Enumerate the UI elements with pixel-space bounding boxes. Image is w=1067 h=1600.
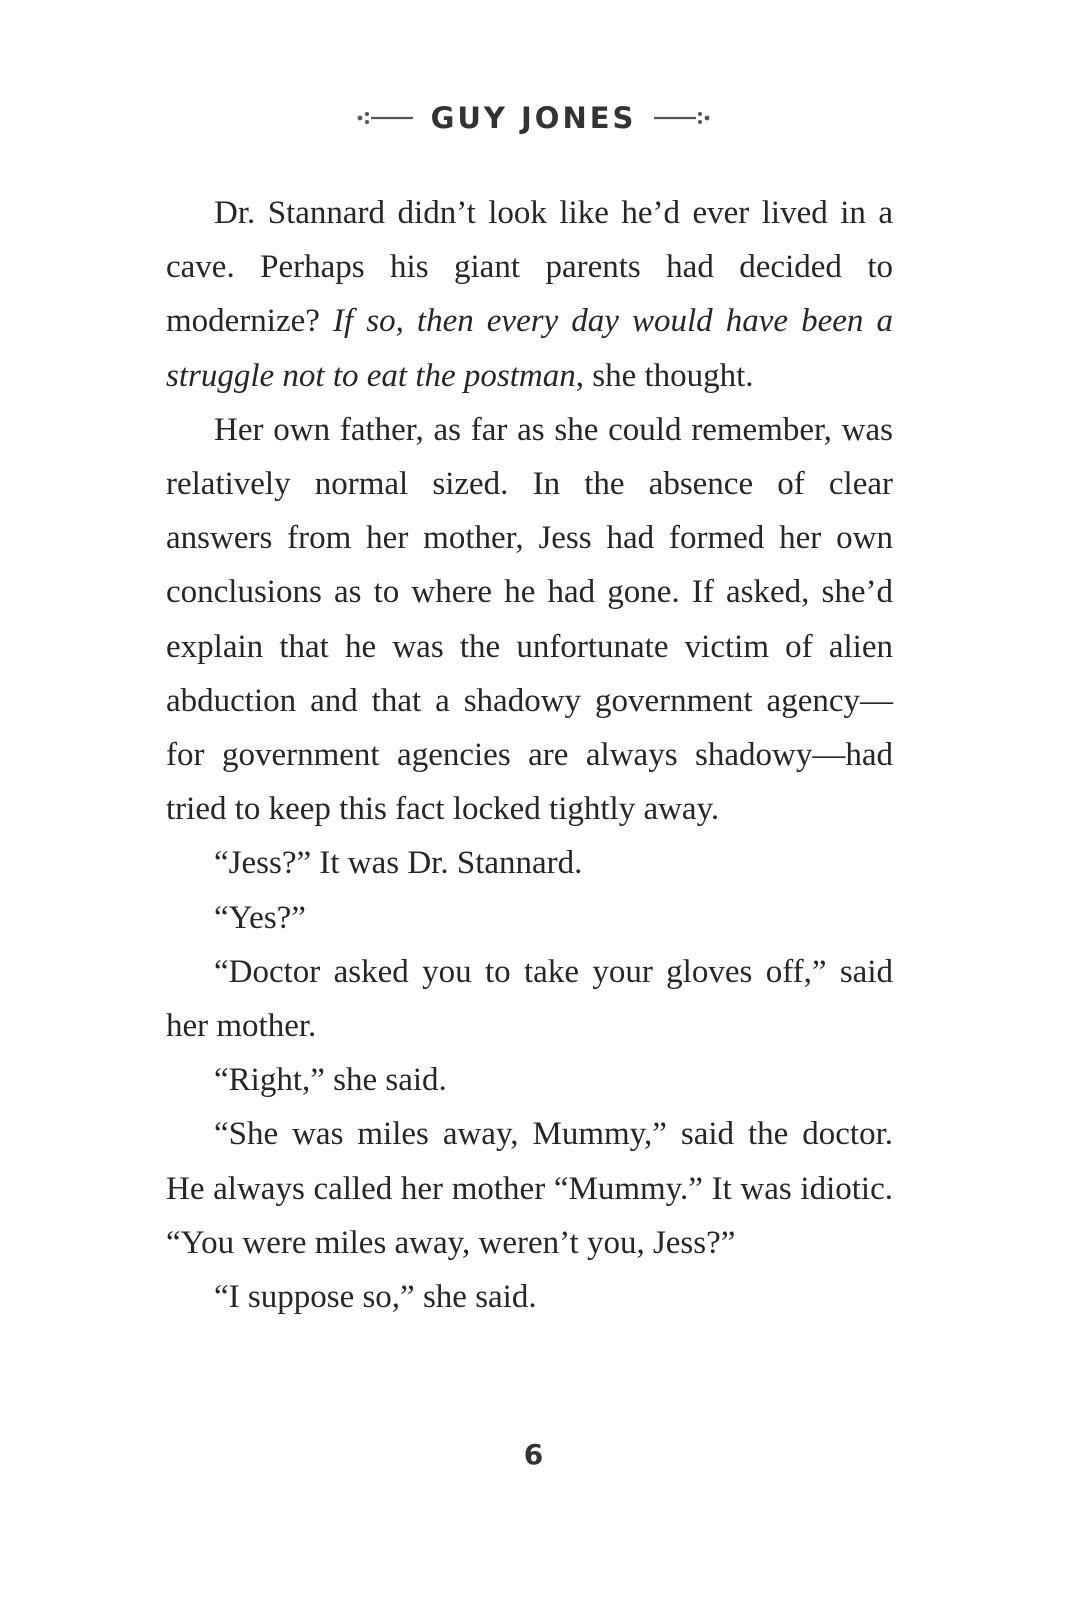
paragraph xyxy=(166,1107,893,1270)
paragraph-text: “I suppose so,” she said. xyxy=(214,1279,537,1316)
paragraph-text: “Doctor asked you to take your gloves off,” said her mother. xyxy=(166,953,893,1045)
paragraph-text: Dr. Stannard didn’t look like he’d ever lived in a cave. Perhaps his giant parents had decided to modernize? xyxy=(166,195,893,340)
paragraph xyxy=(166,945,893,1053)
right-ornament-icon xyxy=(652,108,712,128)
paragraph xyxy=(166,1053,893,1107)
running-head-title: GUY JONES xyxy=(430,101,637,135)
paragraph xyxy=(166,186,893,403)
paragraph-text: “Jess?” It was Dr. Stannard. xyxy=(214,845,583,882)
paragraph-text: “Yes?” xyxy=(214,899,306,936)
paragraph-text: “Right,” she said. xyxy=(214,1062,447,1099)
paragraph-text: Her own father, as far as she could remember, was relatively normal sized. In the absence of clear answers from her mother, Jess had formed her own conclusions as to where he had gone. If asked, she’d explain that he was the unfortunate victim of alien abduction and that a shadowy government agency—for government agencies are always shadowy—had tried to keep this fact locked tightly away. xyxy=(166,411,893,828)
paragraph xyxy=(166,836,893,890)
paragraph xyxy=(166,891,893,945)
paragraph-text: , she thought. xyxy=(575,357,754,394)
italic-thought: If so, then every day would have been a struggle not to eat the postman xyxy=(166,303,893,394)
running-head xyxy=(0,96,1067,140)
paragraph xyxy=(166,1270,893,1324)
left-ornament-icon xyxy=(355,108,415,128)
paragraph-text: “She was miles away, Mummy,” said the doctor. He always called her mother “Mummy.” It was idiotic. “You were miles away, weren’t you, Jess?” xyxy=(166,1116,893,1261)
page-number: 6 xyxy=(523,1438,544,1471)
paragraph xyxy=(166,403,893,837)
body-text xyxy=(166,186,893,1324)
